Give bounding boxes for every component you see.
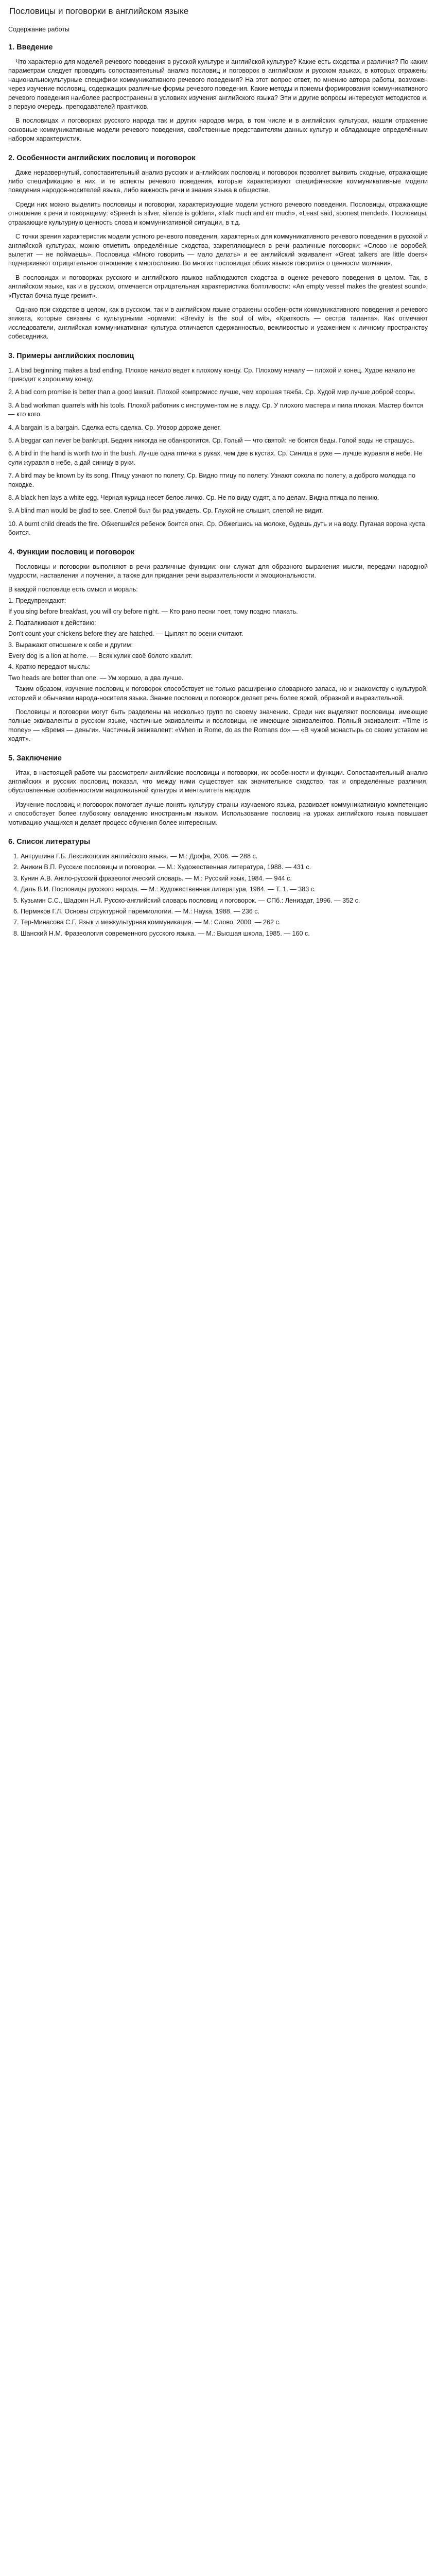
paragraph: Пословицы и поговорки выполняют в речи различные функции: они служат для образного выражения мысли, передачи народной мудрости, наставления и поучения, а также для придания речи выразительности и эмоциональности. bbox=[8, 563, 428, 580]
document-page bbox=[0, 0, 436, 938]
reference-item: 1. Антрушина Г.Б. Лексикология английского языка. — М.: Дрофа, 2006. — 288 с. bbox=[13, 853, 258, 860]
paragraph: В пословицах и поговорках русского и английского языков наблюдаются сходства в оценке речевого поведения в целом. Так, в английском языке, как и в русском, отмечается отрицательная характеристика болтливости: «An empty vessel makes the greatest sound», «Пустая бочка пуще гремит». bbox=[8, 274, 428, 299]
paragraph: Пословицы и поговорки могут быть разделены на несколько групп по своему значению. Среди них выделяют пословицы, имеющие полные эквиваленты в русском языке, частичные эквиваленты и пословицы, не имеющие эквивалентов. Полный эквивалент: «Time is money» — «Время — деньги». Частичный эквивалент: «When in Rome, do as the Romans do» — «В чужой монастырь со своим уставом не ходят». bbox=[8, 708, 428, 743]
paragraph: Таким образом, изучение пословиц и поговорок способствует не только расширению словарного запаса, но и знакомству с культурой, историей и обычаями народа-носителя языка. Знание пословиц и поговорок делает речь более яркой, образной и выразительной. bbox=[8, 685, 428, 702]
proverb-example: 8. A black hen lays a white egg. Черная курица несет белое яичко. Ср. Не по виду судят, а по делам. Видна птица по пению. bbox=[8, 494, 379, 502]
proverb-example: 1. A bad beginning makes a bad ending. Плохое начало ведет к плохому концу. Ср. Плохому началу — плохой и конец. Худое начало не приводит к хорошему концу. bbox=[8, 366, 415, 383]
proverb-example: 6. A bird in the hand is worth two in the bush. Лучше одна птичка в руках, чем две в кустах. Ср. Синица в руке — лучше журавля в небе. Не сули журавля в небе, а дай синицу в руки. bbox=[8, 450, 423, 466]
paragraph: Что характерно для моделей речевого поведения в русской культуре и английской культуре? Какие есть сходства и различия? По каким параметрам следует проводить сопоставительный анализ пословиц и поговорок в английском и русском языках, в которых отражены национальнокультурные специфики коммуникативного речевого поведения? На этот вопрос ответ, по мнению автора работы, возможен через изучение пословиц, содержащих различные формы речевого поведения. Какие методы и приемы формирования коммуникативного речевого поведения наиболее распространены в условиях изучения английского языка? Эти и другие вопросы интересуют методистов и, в первую очередь, преподавателей практиков. bbox=[8, 58, 428, 111]
list-example: Two heads are better than one. — Ум хорошо, а два лучше. bbox=[8, 674, 184, 682]
list-example: If you sing before breakfast, you will cry before night. — Кто рано песни поет, тому поздно плакать. bbox=[8, 608, 298, 616]
reference-item: 3. Кунин А.В. Англо-русский фразеологический словарь. — М.: Русский язык, 1984. — 944 с. bbox=[13, 874, 292, 882]
reference-item: 8. Шанский Н.М. Фразеология современного русского языка. — М.: Высшая школа, 1985. — 160 с. bbox=[13, 929, 310, 937]
section-heading-features: 2. Особенности английских пословиц и поговорок bbox=[8, 154, 196, 162]
list-heading: 1. Предупреждают: bbox=[8, 597, 66, 604]
proverb-example: 7. A bird may be known by its song. Птицу узнают по полету. Ср. Видно птицу по полету. Узнают сокола по полету, а доброго молодца по походке. bbox=[8, 472, 415, 488]
reference-item: 7. Тер-Минасова С.Г. Язык и межкультурная коммуникация. — М.: Слово, 2000. — 262 с. bbox=[13, 919, 281, 926]
proverb-example: 9. A blind man would be glad to see. Слепой был бы рад увидеть. Ср. Глухой не слышит, слепой не видит. bbox=[8, 507, 323, 515]
reference-item: 2. Аникин В.П. Русские пословицы и поговорки. — М.: Художественная литература, 1988. — 431 с. bbox=[13, 863, 311, 871]
reference-item: 4. Даль В.И. Пословицы русского народа. — М.: Художественная литература, 1984. — Т. 1. — 383 с. bbox=[13, 886, 316, 893]
section-heading-examples: 3. Примеры английских пословиц bbox=[8, 351, 134, 360]
paragraph: Изучение пословиц и поговорок помогает лучше понять культуру страны изучаемого языка, развивает коммуникативную компетенцию и способствует более глубокому овладению иностранным языком. Использование пословиц на уроках английского языка повышает мотивацию учащихся и делает процесс обучения более интересным. bbox=[8, 801, 428, 826]
document-title: Пословицы и поговорки в английском языке bbox=[9, 6, 189, 16]
paragraph: Однако при сходстве в целом, как в русском, так и в английском языке отражены особенности коммуникативного поведения и речевого этикета, которые связаны с культурными нормами: «Brevity is the soul of wit», «Краткость — сестра таланта». Как отмечают исследователи, английская коммуникативная культура отличается сдержанностью, вежливостью и уважением к личному пространству собеседника. bbox=[8, 306, 428, 341]
paragraph: Итак, в настоящей работе мы рассмотрели английские пословицы и поговорки, их особенности и функции. Сопоставительный анализ английских и русских пословиц показал, что между ними существует как значительное сходство, так и определённые различия, обусловленные особенностями национальной культуры и менталитета народов. bbox=[8, 769, 428, 794]
section-heading-introduction: 1. Введение bbox=[8, 43, 53, 52]
list-heading: 2. Подталкивают к действию: bbox=[8, 619, 96, 626]
paragraph: В пословицах и поговорках русского народа так и других народов мира, в том числе и в английских культурах, нашли отражение основные коммуникативные модели речевого поведения, свойственные представителям данных культур и обладающие определённым набором характеристик. bbox=[8, 117, 428, 143]
proverb-example: 3. A bad workman quarrels with his tools. Плохой работник с инструментом не в ладу. Ср. У плохого мастера и пила плохая. Мастер боится — кто кого. bbox=[8, 401, 424, 418]
paragraph: С точки зрения характеристик модели устного речевого поведения, характерных для коммуникативного речевого поведения в русской и английской культурах, можно отметить определённые сходства, закрепляющиеся в речи различные поговорки: «Слово не воробей, вылетит — не поймаешь». Пословица «Много говорить — мало делать» и ее английский эквивалент «Great talkers are little doers» подчеркивают отрицательное отношение к многословию. Во многих пословицах обоих языков говорится о ценности молчания. bbox=[8, 233, 428, 267]
paragraph: В каждой пословице есть смысл и мораль: bbox=[8, 586, 138, 594]
section-heading-references: 6. Список литературы bbox=[8, 838, 91, 846]
section-heading-conclusion: 5. Заключение bbox=[8, 754, 62, 762]
proverb-example: 5. A beggar can never be bankrupt. Бедняк никогда не обанкротится. Ср. Голый — что святой: не боится беды. Голой воды не страшусь. bbox=[8, 437, 415, 444]
paragraph: Среди них можно выделить пословицы и поговорки, характеризующие модели устного речевого поведения. Пословицы, отражающие отношение к речи и говорящему: «Speech is silver, silence is golden», «Talk much and err much», «Least said, soonest mended». Пословицы, отражающие культурную ценность слова и коммуникативной ситуации, в т.д. bbox=[8, 200, 428, 226]
table-of-contents-label: Содержание работы bbox=[8, 26, 69, 33]
list-heading: 4. Кратко передают мысль: bbox=[8, 663, 90, 671]
paragraph: Даже неразвернутый, сопоставительный анализ русских и английских пословиц и поговорок позволяет выявить сходные, отражающие либо спецификацию в них, и те аспекты речевого поведения, которые характеризуют специфические коммуникативные модели поведения народов-носителей языка, либо важность речи и знания языка в обществе. bbox=[8, 168, 428, 194]
proverb-example: 2. A bad corn promise is better than a good lawsuit. Плохой компромисс лучше, чем хорошая тяжба. Ср. Худой мир лучше доброй ссоры. bbox=[8, 388, 416, 396]
section-heading-functions: 4. Функции пословиц и поговорок bbox=[8, 548, 135, 556]
proverb-example: 4. A bargain is a bargain. Сделка есть сделка. Ср. Уговор дороже денег. bbox=[8, 423, 221, 431]
proverb-example: 10. A burnt child dreads the fire. Обжегшийся ребенок боится огня. Ср. Обжегшись на молоке, будешь дуть и на воду. Пуганая ворона куста боится. bbox=[8, 520, 425, 537]
list-example: Don't count your chickens before they are hatched. — Цыплят по осени считают. bbox=[8, 630, 243, 638]
list-heading: 3. Выражают отношение к себе и другим: bbox=[8, 641, 133, 649]
reference-item: 5. Кузьмин С.С., Шадрин Н.Л. Русско-английский словарь пословиц и поговорок. — СПб.: Лениздат, 1996. — 352 с. bbox=[13, 896, 360, 904]
reference-item: 6. Пермяков Г.Л. Основы структурной паремиологии. — М.: Наука, 1988. — 236 с. bbox=[13, 908, 260, 916]
list-example: Every dog is a lion at home. — Всяк кулик своё болото хвалит. bbox=[8, 652, 193, 659]
